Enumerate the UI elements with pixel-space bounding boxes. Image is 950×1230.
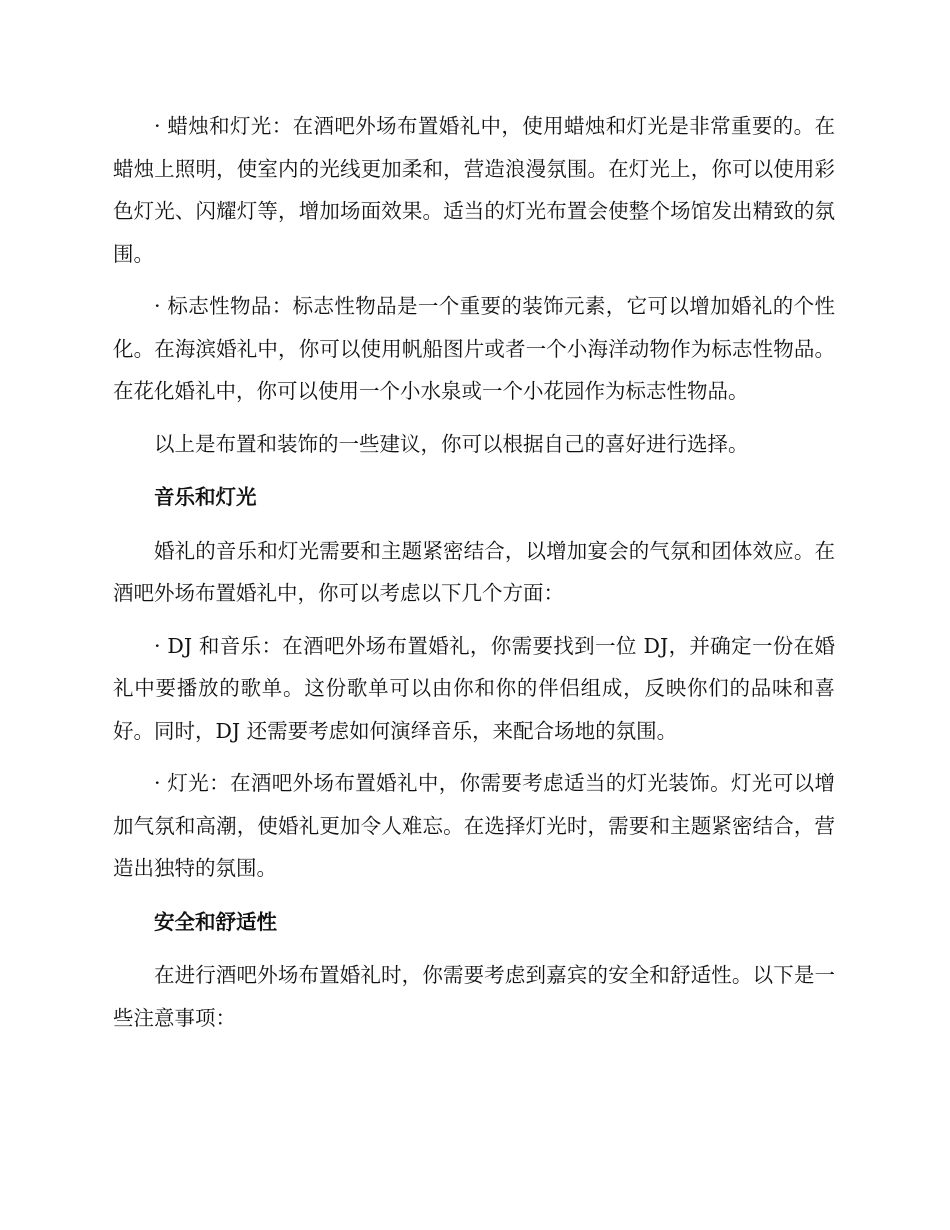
paragraph-decor-summary: 以上是布置和装饰的一些建议，你可以根据自己的喜好进行选择。 (154, 431, 749, 456)
paragraph-safety-intro: 在进行酒吧外场布置婚礼时，你需要考虑到嘉宾的安全和舒适性。以下是一些注意事项： (113, 963, 835, 1030)
paragraph-dj-music: · DJ 和音乐：在酒吧外场布置婚礼，你需要找到一位 DJ，并确定一份在婚礼中要播放的歌单。这份歌单可以由你和你的伴侣组成，反映你们的品味和喜好。同时，DJ 还需要考虑如何演绎音乐，来配合场地的氛围。 (113, 633, 835, 743)
heading-music-lighting: 音乐和灯光 (154, 485, 257, 509)
document-page (113, 105, 835, 1039)
paragraph-music-intro: 婚礼的音乐和灯光需要和主题紧密结合，以增加宴会的气氛和团体效应。在酒吧外场布置婚礼中，你可以考虑以下几个方面： (113, 538, 835, 605)
paragraph-signature-items: · 标志性物品：标志性物品是一个重要的装饰元素，它可以增加婚礼的个性化。在海滨婚礼中，你可以使用帆船图片或者一个小海洋动物作为标志性物品。在花化婚礼中，你可以使用一个小水泉或一个小花园作为标志性物品。 (113, 294, 835, 403)
paragraph-candles-lighting: · 蜡烛和灯光：在酒吧外场布置婚礼中，使用蜡烛和灯光是非常重要的。在蜡烛上照明，使室内的光线更加柔和，营造浪漫氛围。在灯光上，你可以使用彩色灯光、闪耀灯等，增加场面效果。适当的灯光布置会使整个场馆发出精致的氛围。 (113, 114, 835, 266)
heading-safety-comfort: 安全和舒适性 (154, 909, 277, 934)
paragraph-lighting: · 灯光：在酒吧外场布置婚礼中，你需要考虑适当的灯光装饰。灯光可以增加气氛和高潮，使婚礼更加令人难忘。在选择灯光时，需要和主题紧密结合，营造出独特的氛围。 (113, 771, 835, 880)
